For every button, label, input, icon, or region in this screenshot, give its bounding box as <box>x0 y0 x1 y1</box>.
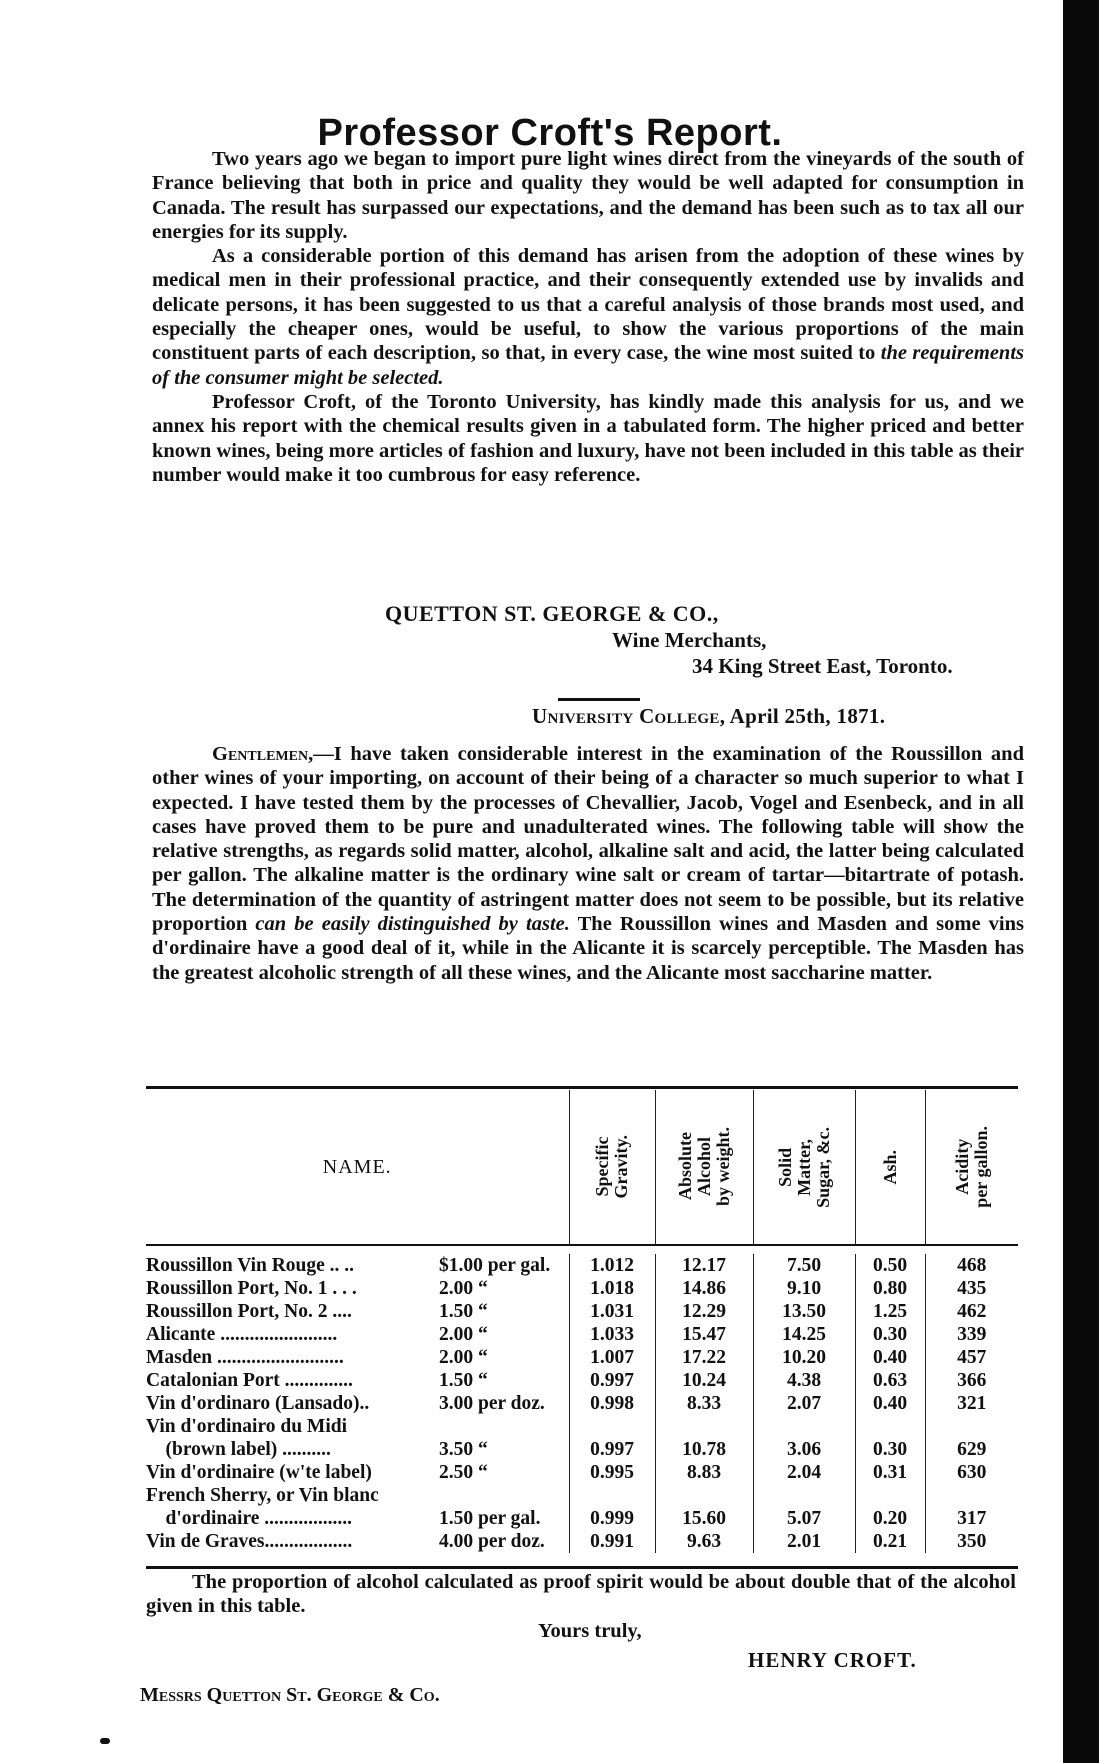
page-title: Professor Croft's Report. <box>317 112 783 154</box>
row-solid-matter <box>753 1484 855 1507</box>
row-price: 2.00 “ <box>439 1347 488 1368</box>
row-ash: 0.30 <box>855 1323 925 1346</box>
paragraph-2-italic: the requirements of the consumer might be selected. <box>152 342 1024 389</box>
row-name: Roussillon Vin Rouge .. .. <box>146 1255 355 1276</box>
row-name: Vin d'ordinaire (w'te label) <box>146 1462 372 1483</box>
row-price: 1.50 per gal. <box>439 1508 541 1529</box>
row-price: 2.00 “ <box>439 1278 488 1299</box>
row-solid-matter: 13.50 <box>753 1300 855 1323</box>
row-acidity: 317 <box>925 1507 1018 1530</box>
row-name: d'ordinaire .................. <box>146 1508 353 1529</box>
row-specific-gravity: 0.999 <box>569 1507 655 1530</box>
dateline-place: University College, <box>532 704 726 728</box>
row-ash: 0.20 <box>855 1507 925 1530</box>
row-acidity <box>925 1484 1018 1507</box>
paragraph-1: Two years ago we began to import pure light wines direct from the vineyards of the south of France believing that both in price and quality they would be well adapted for consumption in Canada. The result has surpassed our expectations, and the demand has been such as to tax all our energies for its supply. <box>152 148 1024 243</box>
row-price: 4.00 per doz. <box>439 1531 545 1552</box>
row-solid-matter: 2.04 <box>753 1461 855 1484</box>
row-ash <box>855 1484 925 1507</box>
row-specific-gravity: 0.991 <box>569 1530 655 1553</box>
row-price: 3.00 per doz. <box>439 1393 545 1414</box>
table-header-row <box>146 1090 1018 1245</box>
row-name: Vin d'ordinaro (Lansado).. <box>146 1393 370 1414</box>
row-alcohol: 12.17 <box>655 1254 753 1277</box>
row-alcohol: 14.86 <box>655 1277 753 1300</box>
row-name: Alicante ........................ <box>146 1324 338 1345</box>
salutation: Gentlemen, <box>212 743 314 765</box>
row-solid-matter: 5.07 <box>753 1507 855 1530</box>
letter-italic: can be easily distinguished by taste. <box>255 913 570 936</box>
table-row <box>146 1392 1018 1415</box>
row-solid-matter: 2.07 <box>753 1392 855 1415</box>
row-ash: 1.25 <box>855 1300 925 1323</box>
row-specific-gravity <box>569 1484 655 1507</box>
row-price: 1.50 “ <box>439 1370 488 1391</box>
row-acidity: 630 <box>925 1461 1018 1484</box>
header-solid-matter: Solid Matter, Sugar, &c. <box>753 1090 855 1245</box>
paragraph-3: Professor Croft, of the Toronto University, has kindly made this analysis for us, and we annex his report with the chemical results given in a tabulated form. The higher priced and better known wines, being more articles of fashion and luxury, have not been included in this table as their number would make it too cumbrous for easy reference. <box>152 390 1024 486</box>
header-alcohol: Absolute Alcohol by weight. <box>655 1090 753 1245</box>
row-alcohol: 15.47 <box>655 1323 753 1346</box>
row-specific-gravity <box>569 1415 655 1438</box>
table-row <box>146 1300 1018 1323</box>
row-ash: 0.40 <box>855 1346 925 1369</box>
row-acidity: 366 <box>925 1369 1018 1392</box>
table-row <box>146 1484 1018 1507</box>
row-specific-gravity: 1.012 <box>569 1254 655 1277</box>
row-alcohol <box>655 1415 753 1438</box>
row-ash: 0.40 <box>855 1392 925 1415</box>
row-price: $1.00 per gal. <box>439 1255 551 1276</box>
row-acidity: 350 <box>925 1530 1018 1553</box>
letter-body: —I have taken considerable interest in the examination of the Roussillon and other wines of your importing, on account of their being of a character so much superior to what I expected. I have tested them by the processes of Chevallier, Jacob, Vogel and Esenbeck, and in all cases have proved them to be pure and unadulterated wines. The following table will show the relative strengths, as regards solid matter, alcohol, alkaline salt and acid, the latter being calculated per gallon. The alkaline matter is the ordinary wine salt or cream of tartar—bitartrate of potash. The determination of the quantity of astringent matter does not seem to be possible, but its relative proportion <box>152 743 1024 936</box>
header-name: NAME. <box>322 1155 392 1178</box>
scan-edge-bar <box>1063 0 1099 1763</box>
table-row <box>146 1461 1018 1484</box>
row-acidity <box>925 1415 1018 1438</box>
row-price: 1.50 “ <box>439 1301 488 1322</box>
table-row <box>146 1438 1018 1461</box>
row-ash: 0.21 <box>855 1530 925 1553</box>
letter-text <box>152 742 1024 985</box>
divider <box>558 698 640 701</box>
row-alcohol: 10.78 <box>655 1438 753 1461</box>
row-alcohol: 9.63 <box>655 1530 753 1553</box>
row-specific-gravity: 1.007 <box>569 1346 655 1369</box>
row-acidity: 457 <box>925 1346 1018 1369</box>
row-solid-matter: 14.25 <box>753 1323 855 1346</box>
row-specific-gravity: 0.995 <box>569 1461 655 1484</box>
paragraph-2 <box>152 244 1024 390</box>
row-price <box>439 1415 569 1438</box>
table-top-rule <box>146 1086 1018 1089</box>
merchant-address: 34 King Street East, Toronto. <box>692 654 953 678</box>
intro-text <box>152 147 1024 487</box>
valediction: Yours truly, <box>538 1620 642 1642</box>
row-name: (brown label) .......... <box>146 1439 331 1460</box>
row-price: 2.00 “ <box>439 1324 488 1345</box>
row-price <box>439 1484 569 1507</box>
row-specific-gravity: 0.997 <box>569 1369 655 1392</box>
dateline <box>532 704 885 729</box>
row-alcohol: 17.22 <box>655 1346 753 1369</box>
row-specific-gravity: 1.018 <box>569 1277 655 1300</box>
row-alcohol <box>655 1484 753 1507</box>
row-solid-matter: 4.38 <box>753 1369 855 1392</box>
row-name: Roussillon Port, No. 1 . . . <box>146 1278 357 1299</box>
row-acidity: 468 <box>925 1254 1018 1277</box>
table-row <box>146 1346 1018 1369</box>
row-solid-matter: 9.10 <box>753 1277 855 1300</box>
row-solid-matter: 7.50 <box>753 1254 855 1277</box>
merchant-role: Wine Merchants, <box>612 628 767 652</box>
row-specific-gravity: 0.998 <box>569 1392 655 1415</box>
row-ash: 0.31 <box>855 1461 925 1484</box>
row-name: Masden .......................... <box>146 1347 344 1368</box>
merchant-name: QUETTON ST. GEORGE & CO., <box>385 601 719 626</box>
dateline-date: April 25th, 1871. <box>729 704 886 728</box>
row-specific-gravity: 1.033 <box>569 1323 655 1346</box>
letter-paragraph <box>152 742 1024 985</box>
row-price: 2.50 “ <box>439 1462 488 1483</box>
table-row <box>146 1369 1018 1392</box>
row-specific-gravity: 1.031 <box>569 1300 655 1323</box>
table-row <box>146 1507 1018 1530</box>
closing-note: The proportion of alcohol calculated as proof spirit would be about double that of the alcohol given in this table. <box>146 1571 1016 1617</box>
row-ash <box>855 1415 925 1438</box>
row-ash: 0.80 <box>855 1277 925 1300</box>
scan-mark <box>100 1738 110 1744</box>
row-solid-matter <box>753 1415 855 1438</box>
header-ash: Ash. <box>855 1090 925 1245</box>
row-solid-matter: 10.20 <box>753 1346 855 1369</box>
row-alcohol: 10.24 <box>655 1369 753 1392</box>
row-acidity: 629 <box>925 1438 1018 1461</box>
row-alcohol: 15.60 <box>655 1507 753 1530</box>
table-row <box>146 1277 1018 1300</box>
row-alcohol: 8.33 <box>655 1392 753 1415</box>
signer-name: HENRY CROFT. <box>748 1648 917 1672</box>
row-solid-matter: 2.01 <box>753 1530 855 1553</box>
paragraph-2-text: As a considerable portion of this demand has arisen from the adoption of these wines by medical men in their professional practice, and their consequently extended use by invalids and delicate persons, it has been suggested to us that a careful analysis of those brands most used, and especially the cheaper ones, would be useful, to show the various proportions of the main constituent parts of each description, so that, in every case, the wine most suited to <box>152 245 1024 365</box>
table-row <box>146 1530 1018 1553</box>
table-bottom-rule <box>146 1566 1018 1569</box>
row-acidity: 321 <box>925 1392 1018 1415</box>
row-ash: 0.63 <box>855 1369 925 1392</box>
analysis-table <box>146 1090 1018 1553</box>
row-name: Vin d'ordinairo du Midi <box>146 1416 348 1437</box>
row-acidity: 339 <box>925 1323 1018 1346</box>
row-alcohol: 8.83 <box>655 1461 753 1484</box>
header-acidity: Acidity per gallon. <box>925 1090 1018 1245</box>
row-ash: 0.50 <box>855 1254 925 1277</box>
row-acidity: 462 <box>925 1300 1018 1323</box>
table-row <box>146 1415 1018 1438</box>
row-name: Roussillon Port, No. 2 .... <box>146 1301 352 1322</box>
row-name: French Sherry, or Vin blanc <box>146 1485 379 1506</box>
row-solid-matter: 3.06 <box>753 1438 855 1461</box>
row-name: Catalonian Port .............. <box>146 1370 353 1391</box>
row-alcohol: 12.29 <box>655 1300 753 1323</box>
row-name: Vin de Graves.................. <box>146 1531 353 1552</box>
row-specific-gravity: 0.997 <box>569 1438 655 1461</box>
row-acidity: 435 <box>925 1277 1018 1300</box>
row-ash: 0.30 <box>855 1438 925 1461</box>
header-specific-gravity: Specific Gravity. <box>569 1090 655 1245</box>
letter-body-end: The Roussillon wines and Masden and some vins d'ordinaire have a good deal of it, while in the Alicante it is scarcely perceptible. The Masden has the greatest alcoholic strength of all these wines, and the Alicante most saccharine matter. <box>152 913 1024 984</box>
table-row <box>146 1323 1018 1346</box>
row-price: 3.50 “ <box>439 1439 488 1460</box>
table-row <box>146 1254 1018 1277</box>
addressee: Messrs Quetton St. George & Co. <box>140 1684 440 1706</box>
